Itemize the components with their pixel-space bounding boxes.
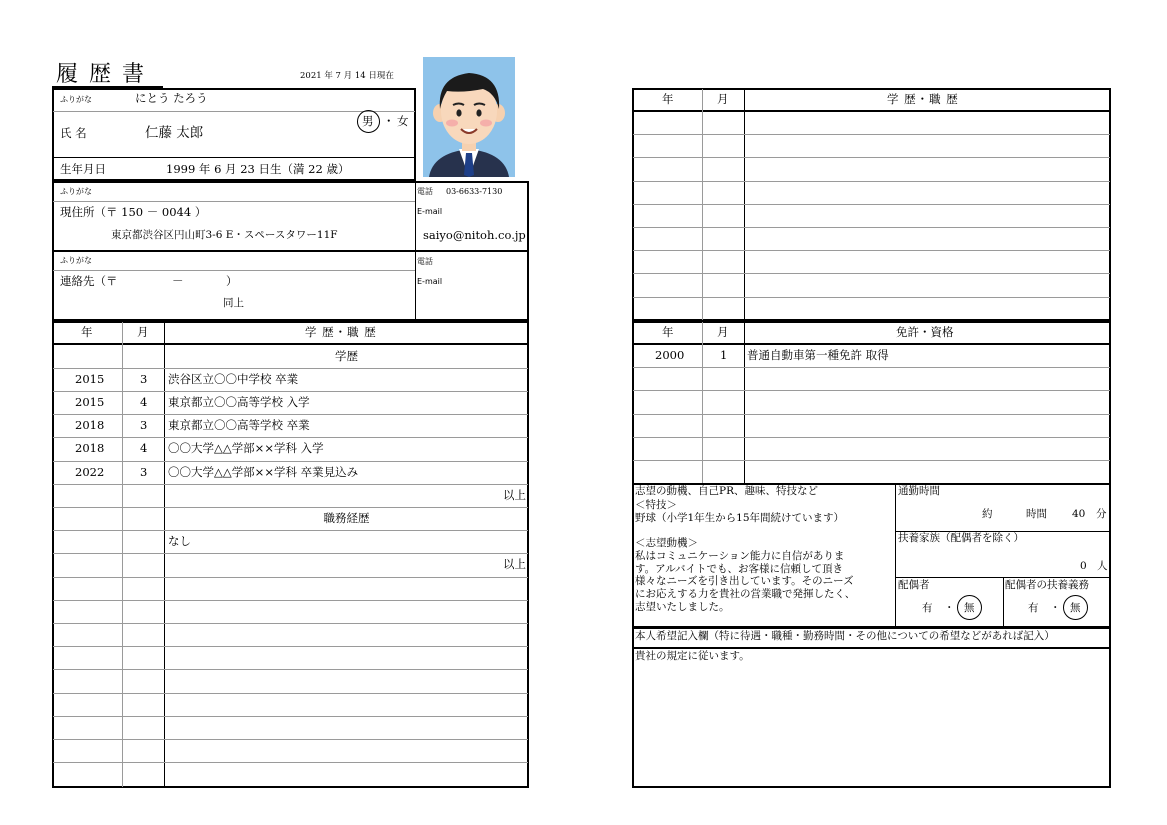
birth-label: 生年月日	[60, 162, 106, 176]
history-col-month: 月	[137, 325, 149, 339]
history-month: 3	[140, 464, 148, 479]
history-month: 3	[140, 418, 148, 433]
motivation-line: ＜志望動機＞	[635, 537, 698, 550]
contact-label: 連絡先（〒	[60, 274, 118, 288]
license-col-year: 年	[662, 325, 674, 339]
gender-sep: ・	[383, 114, 395, 128]
spouse-support-label: 配偶者の扶養義務	[1005, 579, 1089, 591]
spouse-no: 無	[964, 602, 975, 614]
gender-male: 男	[362, 114, 374, 128]
history-row-line	[53, 461, 528, 462]
email-label: E-mail	[417, 207, 443, 216]
history-content: 学歴	[335, 348, 358, 363]
license-row-line	[633, 367, 1110, 368]
history-month: 4	[140, 441, 148, 456]
commute-about: 約	[982, 508, 993, 520]
profile-photo	[423, 57, 515, 177]
contact-email-label: E-mail	[417, 277, 443, 286]
history-continued-row-line	[633, 204, 1110, 205]
history-continued-row-line	[633, 181, 1110, 182]
history-continued-row-line	[633, 227, 1110, 228]
commute-hours-unit: 時間	[1026, 508, 1047, 520]
history-year: 2015	[75, 371, 105, 386]
person-illustration	[423, 57, 515, 177]
history-col-content: 学 歴・職 歴	[305, 325, 377, 339]
spouse-support-yes: 有	[1028, 602, 1039, 614]
dependents-count: 0	[1080, 560, 1087, 572]
spouse-yes: 有	[922, 602, 933, 614]
birth-date: 1999 年 6 月 23 日生（満 22 歳）	[166, 162, 350, 176]
history-year: 2018	[75, 441, 105, 456]
license-row-line	[633, 437, 1110, 438]
history-continued-row-line	[633, 297, 1110, 298]
history-row-line	[53, 484, 528, 485]
name-furigana-label: ふりがな	[60, 95, 92, 104]
spouse-sep: ・	[944, 602, 955, 614]
license-header: 免許・資格	[896, 325, 954, 339]
dependents-unit: 人	[1097, 560, 1108, 572]
history-content: なし	[168, 534, 191, 549]
right-col-year: 年	[662, 92, 674, 106]
email-address: saiyo@nitoh.co.jp	[423, 228, 526, 242]
tel-number: 03-6633-7130	[446, 187, 503, 196]
contact-dash: －	[172, 274, 184, 288]
license-month: 1	[720, 348, 728, 362]
dependents-label: 扶養家族（配偶者を除く）	[898, 532, 1024, 544]
history-content: 以上	[503, 487, 526, 502]
license-content: 普通自動車第一種免許 取得	[747, 348, 889, 362]
history-row-line	[53, 437, 528, 438]
history-row-line	[53, 646, 528, 647]
history-row-line	[53, 553, 528, 554]
history-row-line	[53, 507, 528, 508]
license-row-line	[633, 414, 1110, 415]
commute-minutes-unit: 分	[1096, 508, 1107, 520]
history-row-line	[53, 693, 528, 694]
history-content: 以上	[503, 557, 526, 572]
address-furigana-label: ふりがな	[60, 187, 92, 196]
motivation-line: 野球（小学1年生から15年間続けています）	[635, 511, 845, 524]
document-title: 履 歴 書	[56, 62, 146, 87]
history-month: 4	[140, 394, 148, 409]
right-col-month: 月	[717, 92, 729, 106]
motivation-title: 志望の動機、自己PR、趣味、特技など	[635, 485, 818, 497]
commute-minutes: 40	[1072, 508, 1086, 520]
history-content: 職務経歴	[323, 510, 370, 525]
history-content: 〇〇大学△△学部××学科 卒業見込み	[168, 464, 359, 479]
license-row-line	[633, 390, 1110, 391]
history-continued-row-line	[633, 157, 1110, 158]
spouse-label: 配偶者	[898, 579, 930, 591]
history-continued-row-line	[633, 273, 1110, 274]
spouse-support-no: 無	[1070, 602, 1081, 614]
history-content: 〇〇大学△△学部××学科 入学	[168, 441, 324, 456]
history-content: 渋谷区立〇〇中学校 卒業	[168, 371, 299, 386]
motivation-line: す。アルバイトでも、お客様に信頼して頂き	[635, 562, 844, 575]
history-year: 2018	[75, 418, 105, 433]
history-row-line	[53, 391, 528, 392]
history-row-line	[53, 762, 528, 763]
history-row-line	[53, 368, 528, 369]
history-year: 2022	[75, 464, 105, 479]
license-year: 2000	[655, 348, 685, 362]
history-row-line	[53, 623, 528, 624]
history-row-line	[53, 577, 528, 578]
name-furigana: にとう たろう	[135, 91, 208, 105]
right-col-content: 学 歴・職 歴	[887, 92, 959, 106]
license-col-month: 月	[717, 325, 729, 339]
history-content: 東京都立〇〇高等学校 卒業	[168, 418, 310, 433]
full-name: 仁藤 太郎	[145, 125, 204, 141]
name-label: 氏 名	[60, 126, 87, 140]
history-row-line	[53, 530, 528, 531]
history-row-line	[53, 739, 528, 740]
history-col-year: 年	[81, 325, 93, 339]
license-row-line	[633, 460, 1110, 461]
wishes-text: 貴社の規定に従います。	[635, 650, 750, 662]
motivation-line: ＜特技＞	[635, 499, 677, 511]
history-year: 2015	[75, 394, 105, 409]
address-label: 現住所（〒 150 － 0044 ）	[60, 205, 207, 219]
wishes-label: 本人希望記入欄（特に待遇・職種・勤務時間・その他についての希望などがあれば記入）	[635, 630, 1055, 642]
date-line: 2021 年 7 月 14 日現在	[300, 71, 394, 81]
contact-furigana-label: ふりがな	[60, 256, 92, 265]
history-continued-row-line	[633, 134, 1110, 135]
history-month: 3	[140, 371, 148, 386]
history-content: 東京都立〇〇高等学校 入学	[168, 394, 310, 409]
spouse-support-sep: ・	[1050, 602, 1061, 614]
motivation-line: 私はコミュニケーション能力に自信がありま	[635, 549, 845, 562]
gender-female: 女	[397, 114, 409, 128]
motivation-line: 志望いたしました。	[635, 600, 730, 613]
address-line: 東京都渋谷区円山町3-6 E・スペースタワー11F	[111, 229, 338, 241]
contact-tel-label: 電話	[417, 257, 433, 266]
commute-label: 通勤時間	[898, 485, 940, 497]
motivation-line: 様々なニーズを引き出しています。そのニーズ	[635, 575, 854, 588]
motivation-line: にお応えする力を貴社の営業職で発揮したく、	[635, 587, 856, 600]
contact-same: 同上	[223, 297, 244, 309]
history-row-line	[53, 414, 528, 415]
history-continued-row-line	[633, 250, 1110, 251]
history-row-line	[53, 716, 528, 717]
history-row-line	[53, 600, 528, 601]
history-row-line	[53, 669, 528, 670]
tel-label: 電話	[417, 187, 433, 196]
contact-close: ）	[226, 274, 238, 288]
